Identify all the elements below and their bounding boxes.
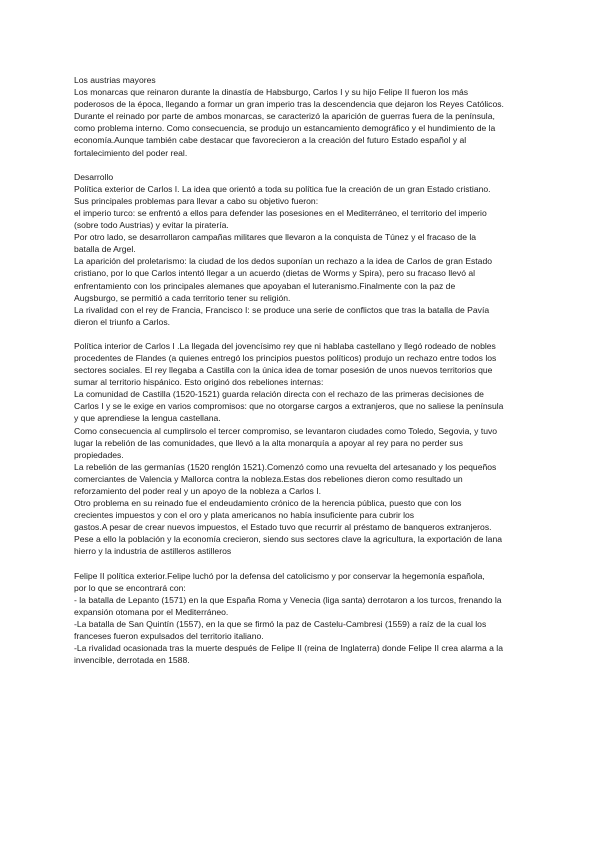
paragraph-line: -La batalla de San Quintín (1557), en la que se firmó la paz de Castelu-Cambresi (1559) a raíz de la cual los bbox=[74, 618, 487, 629]
paragraph-line: Otro problema en su reinado fue el endeudamiento crónico de la herencia pública, puesto que con los bbox=[74, 498, 462, 509]
paragraph-line: La aparición del proletarismo: la ciudad de los dedos suponían un rechazo a la idea de Carlos de gran Estado bbox=[74, 256, 493, 267]
document-section bbox=[74, 340, 534, 558]
section-heading: Los austrias mayores bbox=[74, 75, 156, 85]
paragraph-line: y que aprendiese la lengua castellana. bbox=[74, 413, 221, 424]
paragraph-line: La rebelión de las germanías (1520 renglón 1521).Comenzó como una revuelta del artesanado y los pequeños bbox=[74, 461, 497, 472]
paragraph-line: Pese a ello la población y la economía crecieron, siendo sus sectores clave la agricultura, la exportación de lana bbox=[74, 534, 503, 545]
paragraph-line: Por otro lado, se desarrollaron campañas militares que llevaron a la conquista de Túnez y el fracaso de la bbox=[74, 232, 477, 243]
paragraph-line: lugar la rebelión de las comunidades, que llevó a la alta monarquía a apoyar al rey para no perder sus bbox=[74, 437, 463, 448]
paragraph-line: dieron el triunfo a Carlos. bbox=[74, 316, 171, 327]
paragraph-line: Felipe II política exterior.Felipe luchó por la defensa del catolicismo y por conservar la hegemonía española, bbox=[74, 570, 485, 581]
paragraph-line: -La rivalidad ocasionada tras la muerte después de Felipe II (reina de Inglaterra) donde Felipe II crea alarma a la bbox=[74, 643, 503, 654]
paragraph-line: fortalecimiento del poder real. bbox=[74, 147, 188, 158]
document-section bbox=[74, 171, 534, 328]
paragraph-line: Política interior de Carlos I .La llegada del jovencísimo rey que ni hablaba castellano y llegó rodeado de nobles bbox=[74, 340, 496, 351]
paragraph-line: invencible, derrotada en 1588. bbox=[74, 655, 190, 666]
paragraph-line: procedentes de Flandes (a quienes entregó los principios puestos políticos) produjo un rechazo entre todos los bbox=[74, 352, 497, 363]
paragraph-line: La rivalidad con el rey de Francia, Francisco I: se produce una serie de conflictos que tras la batalla de Pavía bbox=[74, 304, 490, 315]
paragraph-line: Los monarcas que reinaron durante la dinastía de Habsburgo, Carlos I y su hijo Felipe II fueron los más bbox=[74, 87, 469, 98]
paragraph-line: (sobre todo Austrias) y evitar la piratería. bbox=[74, 220, 229, 231]
document-section bbox=[74, 570, 534, 667]
paragraph-line: como problema interno. Como consecuencia, se produjo un estancamiento demográfico y el hundimiento de la bbox=[74, 123, 496, 134]
paragraph-line: comerciantes de Valencia y Mallorca contra la nobleza.Estas dos rebeliones dieron como resultado un bbox=[74, 473, 463, 484]
paragraph-line: por lo que se encontrará con: bbox=[74, 582, 186, 593]
paragraph-line: hierro y la industria de astilleros astilleros bbox=[74, 546, 232, 557]
paragraph-line: La comunidad de Castilla (1520-1521) guarda relación directa con el rechazo de las primeras decisiones de bbox=[74, 389, 484, 400]
paragraph-line: Durante el reinado por parte de ambos monarcas, se caracterizó la aparición de guerras fuera de la península, bbox=[74, 111, 495, 122]
paragraph-line: expansión otomana por el Mediterráneo. bbox=[74, 606, 229, 617]
paragraph-line: poderosos de la época, llegando a formar un gran imperio tras la descendencia que dejaron los Reyes Católicos. bbox=[74, 99, 504, 110]
document-section bbox=[74, 74, 534, 159]
paragraph-line: Sus principales problemas para llevar a cabo su objetivo fueron: bbox=[74, 195, 319, 206]
paragraph-line: economía.Aunque también cabe destacar que favorecieron a la creación del futuro Estado español y al bbox=[74, 135, 467, 146]
paragraph-line: Carlos I y se le exige en varios compromisos: que no otorgarse cargos a extranjeros, que no saliese la península bbox=[74, 401, 504, 412]
paragraph-line: crecientes impuestos y con el oro y plata americanos no había insuficiente para cubrir los bbox=[74, 510, 415, 521]
paragraph-line: Política exterior de Carlos I. La idea que orientó a toda su política fue la creación de un gran Estado cristiano. bbox=[74, 183, 491, 194]
paragraph-line: - la batalla de Lepanto (1571) en la que España Roma y Venecia (liga santa) derrotaron a los turcos, frenando la bbox=[74, 594, 502, 605]
section-heading: Desarrollo bbox=[74, 171, 114, 182]
paragraph-line: franceses fueron expulsados del territorio italiano. bbox=[74, 631, 264, 642]
paragraph-line: Augsburgo, se permitió a cada territorio tener su religión. bbox=[74, 292, 291, 303]
paragraph-line: Como consecuencia al cumplirsolo el tercer compromiso, se levantaron ciudades como Toledo, Segovia, y tuvo bbox=[74, 425, 498, 436]
paragraph-line: propiedades. bbox=[74, 449, 124, 460]
paragraph-line: gastos.A pesar de crear nuevos impuestos, el Estado tuvo que recurrir al préstamo de banqueros extranjeros. bbox=[74, 522, 492, 533]
paragraph-line: sumar al territorio hispánico. Esto originó dos rebeliones internas: bbox=[74, 377, 324, 388]
paragraph-line: sectores sociales. El rey llegaba a Castilla con la única idea de tomar posesión de unos nuevos territorios que bbox=[74, 365, 493, 376]
paragraph-line: reforzamiento del poder real y un apoyo de la nobleza a Carlos I. bbox=[74, 486, 321, 496]
paragraph-line: cristiano, por lo que Carlos intentó llegar a un acuerdo (dietas de Worms y Spira), pero su fracaso llevó al bbox=[74, 268, 476, 279]
paragraph-line: el imperio turco: se enfrentó a ellos para defender las posesiones en el Mediterráneo, el territorio del imperio bbox=[74, 207, 487, 218]
document-body bbox=[74, 74, 534, 678]
paragraph-line: enfrentamiento con los principales alemanes que apoyaban el luteranismo.Finalmente con la paz de bbox=[74, 280, 456, 291]
paragraph-line: batalla de Argel. bbox=[74, 244, 136, 255]
